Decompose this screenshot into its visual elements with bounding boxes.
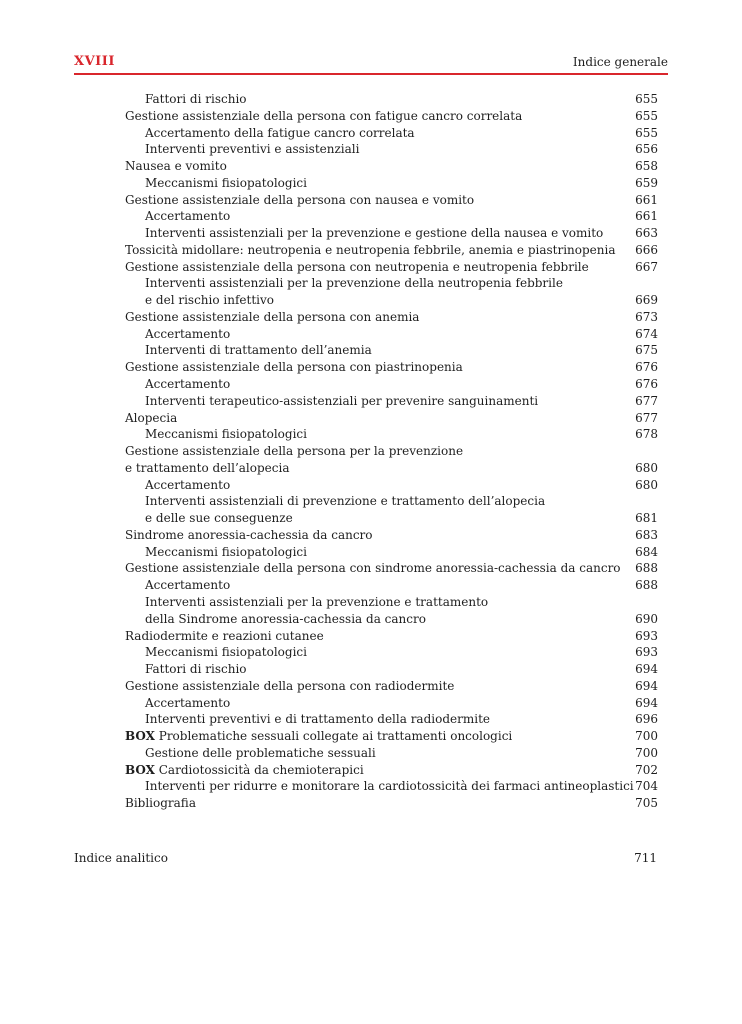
toc-entry-title: Gestione assistenziale della persona per la prevenzione [125,444,464,459]
toc-entry-title: Accertamento [145,578,231,593]
toc-entry-text [125,629,324,643]
toc-entry-page: 674 [635,326,658,341]
toc-entry[interactable] [125,443,658,460]
toc-entry-text [145,394,538,408]
toc-entry-page: 663 [635,226,658,241]
running-header [74,53,668,75]
toc-entry[interactable] [125,644,658,661]
toc-entry-title: Accertamento [145,209,231,224]
toc-entry-page: 694 [635,695,658,710]
toc-entry-title: Fattori di rischio [145,92,247,106]
toc-entry-text [145,478,230,492]
toc-entry-page: 677 [635,410,658,425]
toc-entry-title: Cardiotossicità da chemioterapici [158,762,364,777]
toc-entry-text [145,578,230,592]
toc-entry-title: Nausea e vomito [125,159,227,174]
toc-entry-title: Bibliografia [125,796,196,811]
toc-entry[interactable] [125,192,658,209]
section-title: Indice generale [572,55,668,69]
toc-entry-page: 680 [635,460,658,475]
toc-entry-title: Interventi preventivi e di trattamento della radiodermite [145,712,490,727]
toc-entry-title: Interventi per ridurre e monitorare la cardiotossicità dei farmaci antineoplastici [145,779,634,794]
toc-entry-title: Radiodermite e reazioni cutanee [125,628,324,643]
toc-entry-page: 655 [635,108,658,123]
toc-entry-text [145,343,372,357]
toc-entry-title: Sindrome anoressia-cachessia da cancro [125,527,373,542]
toc-entry[interactable] [125,141,658,158]
toc-entry-title: Accertamento [145,695,231,710]
toc-entry[interactable] [125,292,658,309]
toc-entry-title: Gestione assistenziale della persona con piastrinopenia [125,360,463,375]
toc-entry[interactable] [125,628,658,645]
toc-entry[interactable] [125,326,658,343]
toc-entry-text [145,293,274,307]
page-number: XVIII [74,54,115,69]
toc-entry-text [125,159,227,173]
toc-entry[interactable] [125,175,658,192]
toc-entry-page: 677 [635,393,658,408]
toc-entry-text [145,92,247,106]
toc-entry-page: 669 [635,293,658,308]
toc-entry-text [145,746,376,760]
toc-entry-text [145,595,488,609]
toc-entry-page: 688 [635,561,658,576]
toc-entry-page: 666 [635,242,658,257]
toc-entry-title: Fattori di rischio [145,662,247,677]
toc-entry-text [145,696,230,710]
toc-entry-page: 688 [635,578,658,593]
toc-entry[interactable] [125,125,658,142]
toc-entry-title: Meccanismi fisiopatologici [145,175,307,190]
toc-entry[interactable] [125,208,658,225]
toc-entry-text [125,561,621,575]
toc-entry-text [145,779,634,793]
toc-entry[interactable] [125,560,658,577]
toc-entry-title: Gestione assistenziale della persona con radiodermite [125,678,455,693]
toc-entry-page: 659 [635,175,658,190]
toc-entry-title: Problematiche sessuali collegate ai trattamenti oncologici [158,729,513,744]
toc-entry-text [145,612,426,626]
toc-entry[interactable] [125,795,658,812]
toc-entry[interactable] [125,460,658,477]
toc-entry-text [125,310,419,324]
toc-entry-page: 667 [635,259,658,274]
toc-entry-text [145,209,230,223]
toc-entry-title: Gestione assistenziale della persona con sindrome anoressia-cachessia da cancro [125,561,621,576]
toc-entry-text [145,126,415,140]
toc-entry-text [125,679,454,693]
toc-entry[interactable] [125,678,658,695]
toc-entry-text [125,193,474,207]
toc-entry-title: Tossicità midollare: neutropenia e neutropenia febbrile, anemia e piastrinopenia [125,242,616,257]
toc-entry[interactable] [125,393,658,410]
toc-entry-page: 696 [635,712,658,727]
toc-entry-page: 658 [635,159,658,174]
toc-entry-page: 684 [635,544,658,559]
toc-entry-title: Gestione assistenziale della persona con nausea e vomito [125,192,475,207]
toc-entry[interactable] [125,594,658,611]
toc-entry[interactable] [125,695,658,712]
toc-entry-page: 661 [635,192,658,207]
toc-entry-title: Interventi assistenziali per la prevenzione e gestione della nausea e vomito [145,226,604,241]
toc-entry-page: 681 [635,511,658,526]
toc-entry-page: 702 [635,762,658,777]
toc-entry-text [145,377,230,391]
toc-entry[interactable] [125,275,658,292]
toc-entry[interactable] [125,762,658,779]
toc-entry-page: 700 [635,745,658,760]
toc-entry-page: 656 [635,142,658,157]
toc-entry-title: Interventi assistenziali per la prevenzione della neutropenia febbrile [145,276,563,291]
toc-entry-title: Gestione assistenziale della persona con fatigue cancro correlata [125,108,523,123]
toc-entry-page: 694 [635,678,658,693]
toc-entry[interactable] [125,376,658,393]
toc-entry[interactable] [125,477,658,494]
toc-entry-text [125,796,196,810]
toc-entry-text [145,142,359,156]
toc-entry[interactable] [125,611,658,628]
toc-entry[interactable] [125,728,658,745]
toc-entry-page: 655 [635,92,658,106]
toc-entry-final[interactable] [74,850,657,866]
toc-entry-page: 676 [635,377,658,392]
toc-entry-page: 693 [635,645,658,660]
toc-entry-title: Meccanismi fisiopatologici [145,645,307,660]
toc-entry-page: 675 [635,343,658,358]
toc-entry-text [125,109,522,123]
toc-entry[interactable] [125,225,658,242]
toc-entry-text [125,411,177,425]
toc-entry-page: 655 [635,125,658,140]
toc-entry-text [125,729,512,743]
toc-entry-text [145,545,307,559]
box-label: BOX [125,762,155,777]
toc-entry-text [125,360,463,374]
toc-entry-page: 661 [635,209,658,224]
toc-entry-page: 700 [635,729,658,744]
toc-entry-page: 704 [635,779,658,794]
toc-entry-text [145,511,293,525]
toc-entry-page: 683 [635,527,658,542]
table-of-contents [125,91,658,812]
toc-entry-text [145,645,307,659]
toc-entry-text [145,327,230,341]
toc-entry-text [145,662,247,676]
toc-entry-page: 694 [635,662,658,677]
toc-entry-title: Meccanismi fisiopatologici [145,427,307,442]
toc-entry[interactable] [125,259,658,276]
toc-entry-text [145,427,307,441]
toc-entry-text [125,243,616,257]
toc-entry[interactable] [125,661,658,678]
toc-entry[interactable] [125,711,658,728]
toc-entry-page: 693 [635,628,658,643]
toc-entry[interactable] [125,91,658,108]
toc-entry-title: Interventi assistenziali di prevenzione e trattamento dell’alopecia [145,494,546,509]
toc-entry-title: Accertamento [145,477,231,492]
toc-entry-text [145,494,545,508]
toc-entry-text [145,226,603,240]
toc-entry-title: Alopecia [125,410,178,425]
toc-entry-text [125,444,463,458]
toc-entry-text: Indice analitico [74,851,168,865]
toc-entry-page: 678 [635,427,658,442]
toc-entry[interactable] [125,108,658,125]
box-label: BOX [125,729,155,744]
toc-entry-text [145,712,490,726]
toc-entry-title: e del rischio infettivo [145,293,275,308]
toc-entry[interactable] [125,309,658,326]
toc-entry[interactable] [125,359,658,376]
toc-entry[interactable] [125,158,658,175]
toc-entry-text [125,461,289,475]
toc-entry-title: della Sindrome anoressia-cachessia da cancro [145,611,426,626]
toc-entry[interactable] [125,577,658,594]
toc-entry[interactable] [125,510,658,527]
toc-entry-title: Gestione assistenziale della persona con anemia [125,309,420,324]
toc-entry[interactable] [125,778,658,795]
toc-entry[interactable] [125,426,658,443]
toc-entry-title: Accertamento [145,377,231,392]
toc-entry-text [145,276,563,290]
toc-entry-title: e trattamento dell’alopecia [125,460,290,475]
toc-entry-text [125,528,373,542]
toc-entry-page: 690 [635,611,658,626]
toc-entry-title: Meccanismi fisiopatologici [145,544,307,559]
toc-entry-title: e delle sue conseguenze [145,511,293,526]
toc-entry[interactable] [125,493,658,510]
toc-entry-page: 680 [635,477,658,492]
toc-entry-page: 705 [635,796,658,811]
toc-entry-text [125,260,589,274]
toc-entry-title: Interventi preventivi e assistenziali [145,142,360,157]
toc-entry[interactable] [125,342,658,359]
toc-entry[interactable] [125,544,658,561]
toc-entry-title: Interventi terapeutico-assistenziali per prevenire sanguinamenti [145,393,539,408]
toc-entry-page: 711 [634,851,657,865]
toc-entry-page: 673 [635,309,658,324]
toc-entry-title: Gestione assistenziale della persona con neutropenia e neutropenia febbrile [125,259,589,274]
toc-entry-title: Interventi di trattamento dell’anemia [145,343,372,358]
toc-entry-text [145,176,307,190]
toc-entry-title: Interventi assistenziali per la prevenzione e trattamento [145,594,489,609]
toc-entry[interactable] [125,527,658,544]
toc-entry-title: Gestione delle problematiche sessuali [145,745,376,760]
toc-entry-title: Accertamento della fatigue cancro correlata [145,125,415,140]
toc-entry[interactable] [125,410,658,427]
toc-entry-page: 676 [635,360,658,375]
toc-entry-text [125,763,364,777]
toc-entry[interactable] [125,242,658,259]
toc-entry[interactable] [125,745,658,762]
toc-entry-title: Accertamento [145,326,231,341]
